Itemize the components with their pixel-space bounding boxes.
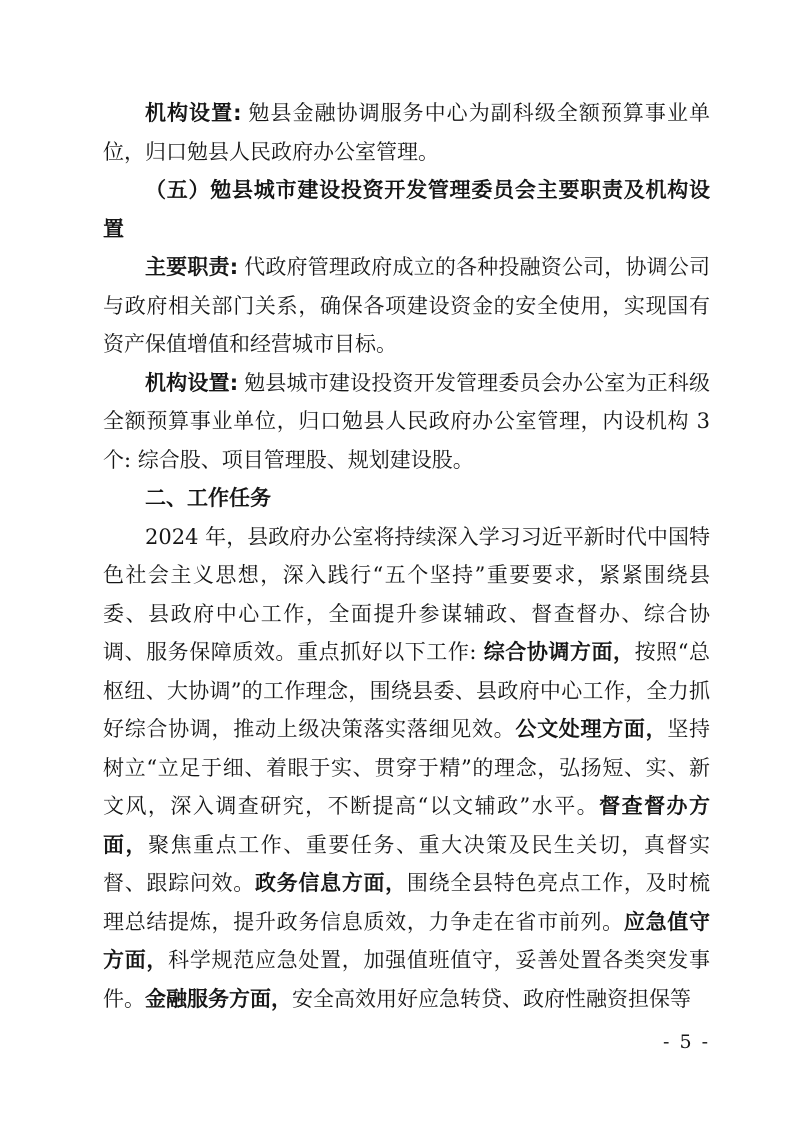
- task-emphasis-comprehensive-coordination: 综合协调方面，: [483, 639, 635, 664]
- task-run: 2024 年，县政府办公室将持续深入学习习近平新时代中国特色社会主义思想，深入践行“五个坚持”重要要求，紧紧围绕县委、县政府中心工作，全面提升参谋辅政、督查督办、综合协调、服务保障质效。重点抓好以下工作:: [103, 524, 710, 664]
- paragraph-org-setup-1: [103, 94, 710, 171]
- task-run: 按照“总枢纽、大协调”的工作理念，围绕县委、县政府中心工作，全力抓好综合协调，推动上级决策落实落细见效。: [103, 640, 710, 741]
- task-emphasis-government-information: 政务信息方面，: [254, 870, 407, 895]
- paragraph-main-duty: [103, 248, 710, 364]
- task-emphasis-supervision: 督查督办方面，: [103, 793, 710, 857]
- paragraph-work-tasks: [103, 518, 710, 1019]
- paragraph-org-setup-2: [103, 364, 710, 480]
- paragraph-text-org-setup-1: 勉县金融协调服务中心为副科级全额预算事业单位，归口勉县人民政府办公室管理。: [103, 101, 710, 164]
- task-emphasis-emergency-duty: 应急值守方面，: [103, 908, 711, 972]
- heading-work-tasks: 二、工作任务: [145, 486, 271, 510]
- paragraph-lead-org-setup-1: 机构设置:: [145, 101, 242, 125]
- heading-section-five: （五）勉县城市建设投资开发管理委员会主要职责及机构设置: [103, 177, 710, 241]
- task-run: 科学规范应急处置，加强值班值守，妥善处置各类突发事件。: [103, 948, 711, 1011]
- task-run: 坚持树立“立足于细、着眼于实、贯穿于精”的理念，弘扬短、实、新文风，深入调查研究，不断提高“以文辅政”水平。: [103, 717, 711, 818]
- paragraph-text-org-setup-2: 勉县城市建设投资开发管理委员会办公室为正科级全额预算事业单位，归口勉县人民政府办公室管理，内设机构 3 个: 综合股、项目管理股、规划建设股。: [103, 370, 710, 472]
- paragraph-lead-org-setup-2: 机构设置:: [145, 370, 239, 395]
- task-run: 安全高效用好应急转贷、政府性融资担保等: [292, 986, 691, 1011]
- paragraph-text-main-duty: 代政府管理政府成立的各种投融资公司，协调公司与政府相关部门关系，确保各项建设资金的安全使用，实现国有资产保值增值和经营城市目标。: [103, 255, 710, 356]
- document-body: [103, 94, 710, 1018]
- paragraph-lead-main-duty: 主要职责:: [145, 255, 239, 279]
- task-run: 聚焦重点工作、重要任务、重大决策及民生关切，真督实督、跟踪问效。: [103, 832, 710, 895]
- task-emphasis-financial-services: 金融服务方面，: [145, 985, 292, 1011]
- task-run: 围绕全县特色亮点工作，及时梳理总结提炼，提升政务信息质效，力争走在省市前列。: [103, 871, 711, 934]
- task-emphasis-document-processing: 公文处理方面，: [515, 716, 668, 741]
- page-number: - 5 -: [662, 1031, 710, 1053]
